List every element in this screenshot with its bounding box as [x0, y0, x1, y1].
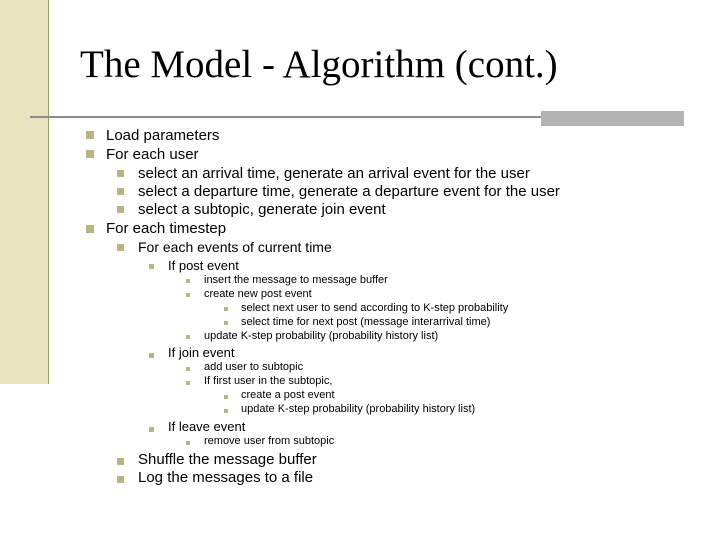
- outline-item: update K-step probability (probability history list): [241, 403, 476, 415]
- bullet-icon: [117, 170, 124, 177]
- outline-item: If post event: [168, 258, 239, 273]
- bullet-icon: [86, 150, 94, 158]
- outline-item: select an arrival time, generate an arrival event for the user: [138, 165, 530, 182]
- outline-item: For each user: [106, 146, 199, 163]
- outline-item: select next user to send according to K-step probability: [241, 302, 509, 314]
- outline-item: If leave event: [168, 419, 246, 434]
- sidebar-divider: [48, 0, 49, 384]
- bullet-icon: [186, 335, 190, 339]
- outline-item: Load parameters: [106, 127, 220, 144]
- outline-item: select a subtopic, generate join event: [138, 201, 386, 218]
- bullet-icon: [224, 409, 228, 413]
- outline-item: create new post event: [204, 288, 312, 300]
- outline-item: If first user in the subtopic,: [204, 375, 333, 387]
- bullet-icon: [149, 427, 154, 432]
- outline-item: select a departure time, generate a departure event for the user: [138, 183, 560, 200]
- bullet-icon: [86, 225, 94, 233]
- bullet-icon: [149, 353, 154, 358]
- bullet-icon: [117, 244, 124, 251]
- bullet-icon: [186, 441, 190, 445]
- outline-item: add user to subtopic: [204, 361, 304, 373]
- outline-item: Log the messages to a file: [138, 469, 314, 486]
- outline-item: select time for next post (message interarrival time): [241, 316, 491, 328]
- bullet-icon: [149, 264, 154, 269]
- bullet-icon: [117, 458, 124, 465]
- outline-item: For each timestep: [106, 220, 227, 237]
- bullet-icon: [186, 279, 190, 283]
- outline-item: If join event: [168, 345, 235, 360]
- outline-item: remove user from subtopic: [204, 435, 335, 447]
- bullet-icon: [224, 321, 228, 325]
- bullet-icon: [186, 367, 190, 371]
- slide-title: The Model - Algorithm (cont.): [80, 43, 558, 86]
- outline-item: insert the message to message buffer: [204, 274, 388, 286]
- bullet-icon: [117, 476, 124, 483]
- bullet-icon: [186, 293, 190, 297]
- bullet-icon: [117, 188, 124, 195]
- slide-sidebar-band: [0, 0, 48, 384]
- bullet-icon: [186, 381, 190, 385]
- outline-item: Shuffle the message buffer: [138, 451, 317, 468]
- bullet-icon: [224, 307, 228, 311]
- outline-item: For each events of current time: [138, 239, 332, 255]
- bullet-icon: [224, 395, 228, 399]
- bullet-icon: [86, 131, 94, 139]
- outline-item: create a post event: [241, 389, 335, 401]
- title-underline-accent: [541, 111, 684, 126]
- bullet-icon: [117, 206, 124, 213]
- outline-item: update K-step probability (probability history list): [204, 330, 439, 342]
